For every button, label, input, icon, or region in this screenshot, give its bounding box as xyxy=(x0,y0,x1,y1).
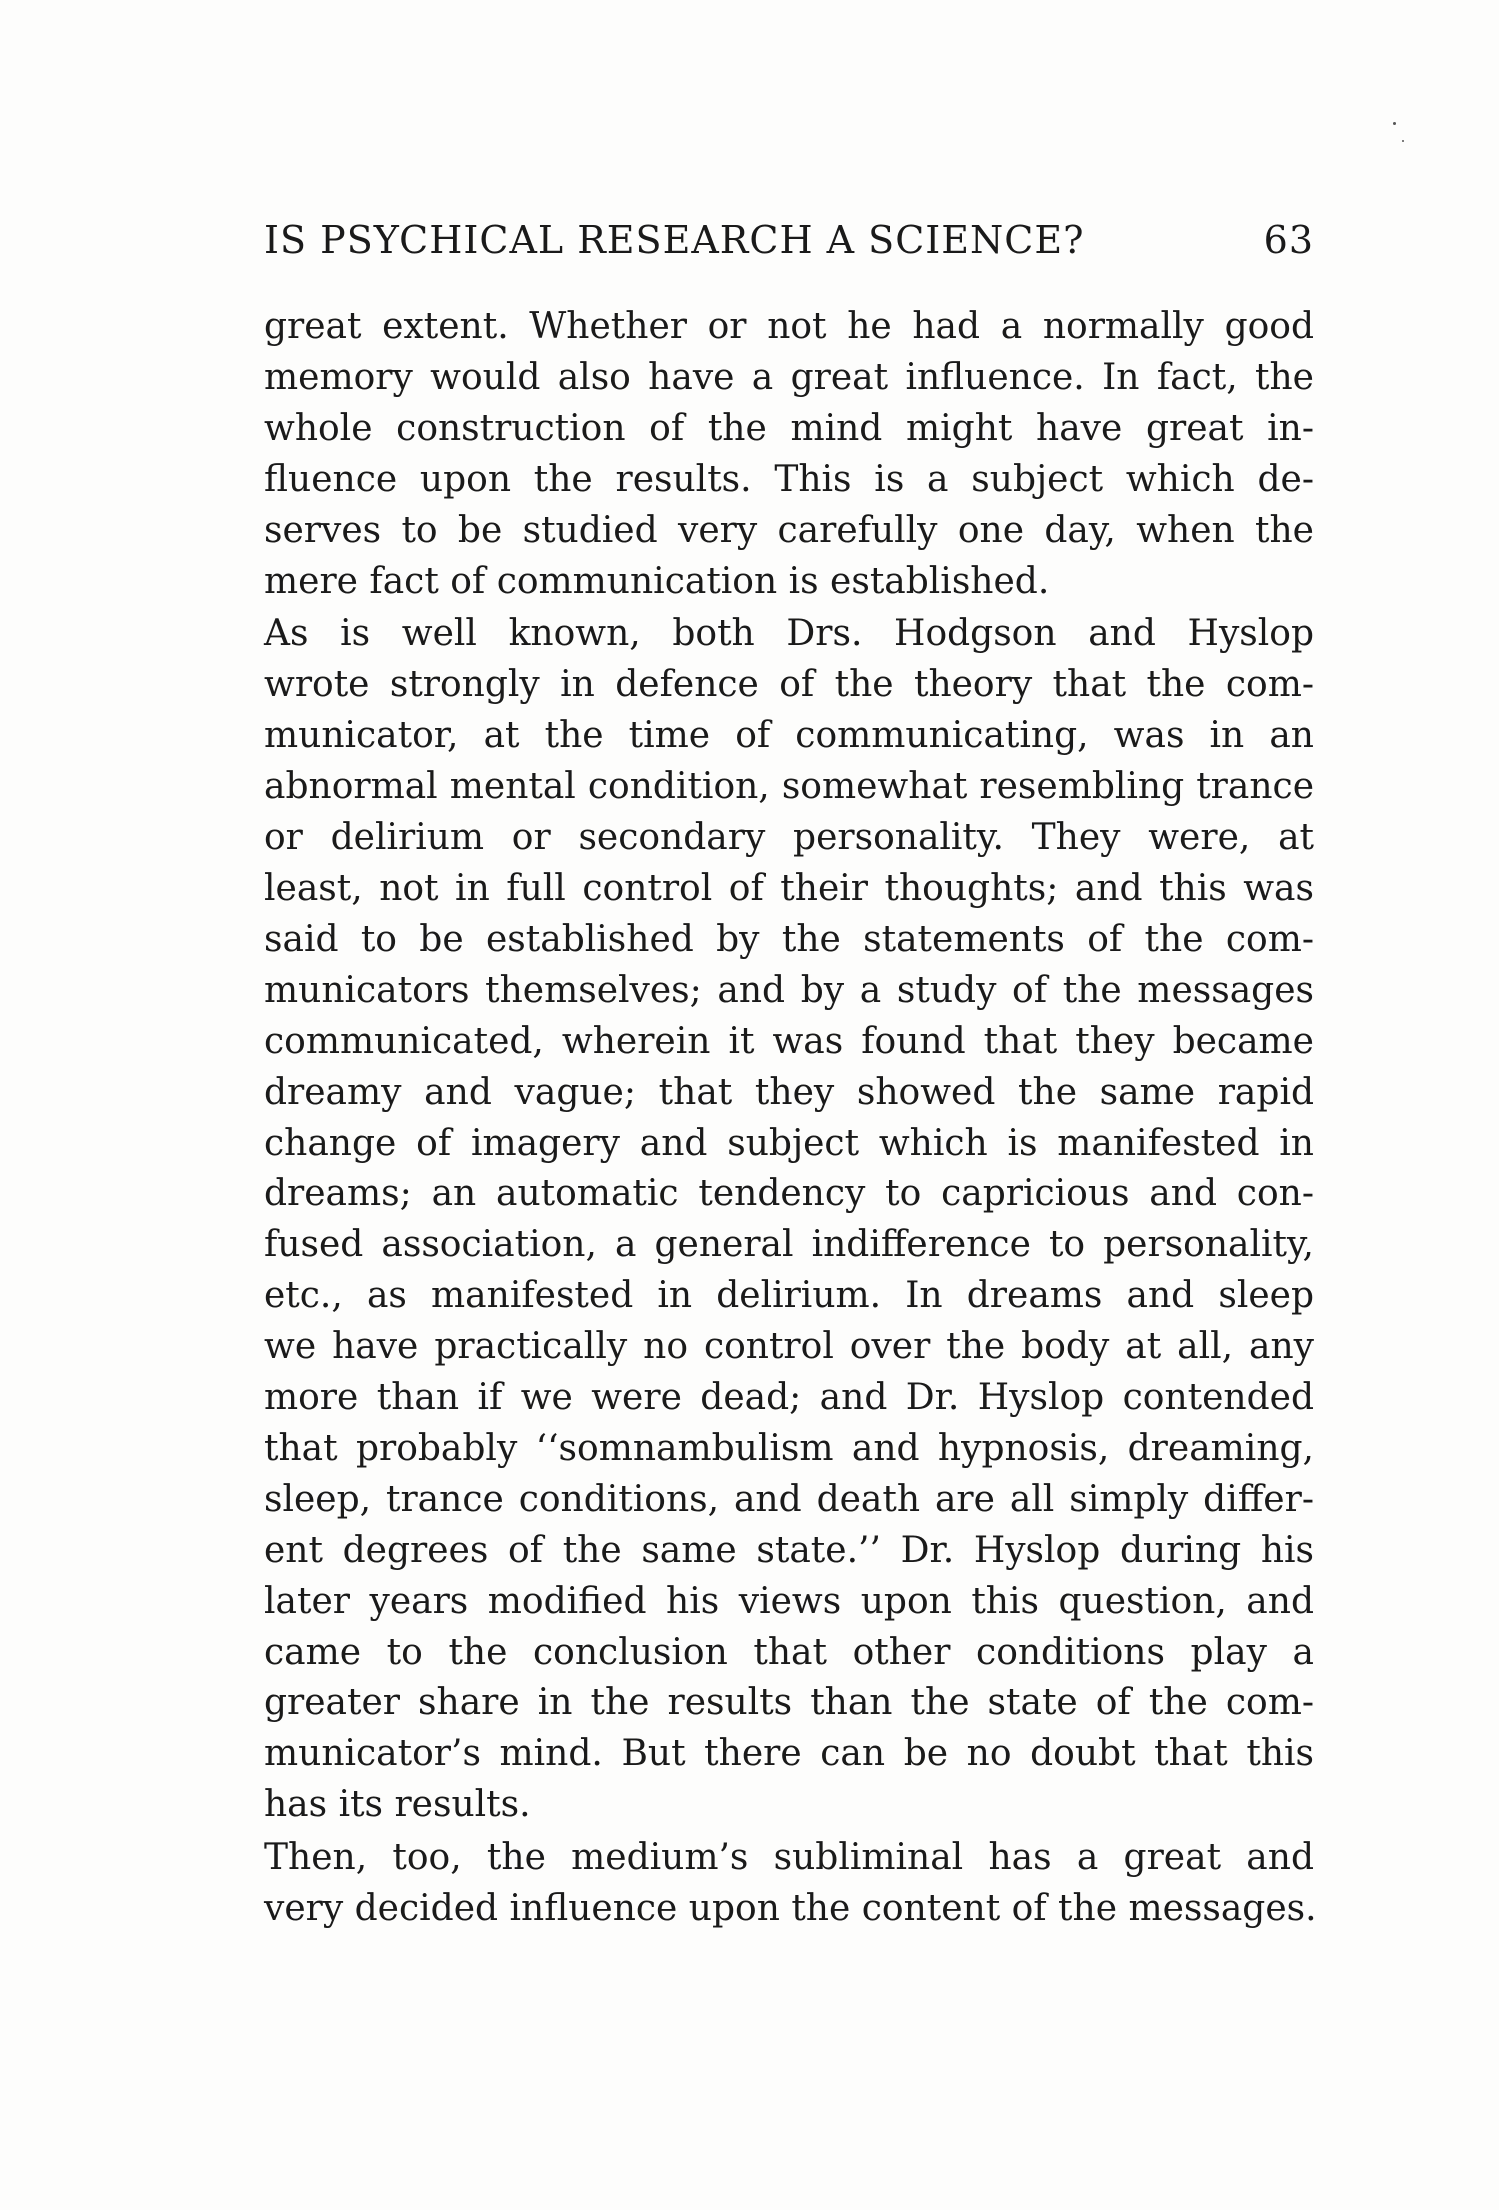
text-line: least, not in full control of their thoughts; and this was xyxy=(264,867,1314,909)
print-speck xyxy=(1402,140,1404,142)
text-line: or delirium or secondary personality. They were, at xyxy=(264,817,1314,859)
text-line: change of imagery and subject which is manifested in xyxy=(264,1122,1314,1164)
print-speck xyxy=(1393,122,1396,125)
text-line: fluence upon the results. This is a subject which de- xyxy=(264,458,1314,500)
paragraph-2 xyxy=(264,609,1314,1831)
text-line: ent degrees of the same state.’’ Dr. Hyslop during his xyxy=(264,1529,1314,1571)
text-line: sleep, trance conditions, and death are all simply differ- xyxy=(264,1478,1314,1520)
text-line: dreams; an automatic tendency to capricious and con- xyxy=(264,1173,1314,1215)
text-line: fused association, a general indifference to personality, xyxy=(264,1224,1314,1266)
text-line: municator, at the time of communicating, was in an xyxy=(264,715,1314,757)
text-line: municator’s mind. But there can be no doubt that this xyxy=(264,1733,1314,1775)
text-line: more than if we were dead; and Dr. Hyslop contended xyxy=(264,1377,1314,1419)
text-line: great extent. Whether or not he had a normally good xyxy=(264,306,1314,347)
text-line: As is well known, both Drs. Hodgson and Hyslop xyxy=(264,613,1314,655)
text-line: greater share in the results than the state of the com- xyxy=(264,1682,1314,1724)
text-line: that probably ‘‘somnambulism and hypnosis, dreaming, xyxy=(264,1427,1314,1469)
paragraph-3 xyxy=(264,1833,1317,1935)
text-line: later years modified his views upon this question, and xyxy=(264,1580,1314,1622)
body-text xyxy=(264,302,1317,1935)
text-line: communicated, wherein it was found that they became xyxy=(264,1020,1314,1062)
text-line: has its results. xyxy=(264,1784,531,1826)
text-line: said to be established by the statements of the com- xyxy=(264,918,1314,960)
text-line: wrote strongly in defence of the theory that the com- xyxy=(264,664,1314,706)
text-line: abnormal mental condition, somewhat resembling trance xyxy=(264,766,1314,808)
text-line: Then, too, the medium’s subliminal has a great and xyxy=(264,1837,1314,1879)
text-line: mere fact of communication is established. xyxy=(264,560,1050,602)
paragraph-1 xyxy=(264,302,1314,607)
text-line: serves to be studied very carefully one day, when the xyxy=(264,509,1314,551)
text-line: whole construction of the mind might have great in- xyxy=(264,407,1314,449)
running-head-title: IS PSYCHICAL RESEARCH A SCIENCE? xyxy=(264,218,1085,262)
text-line: municators themselves; and by a study of the messages xyxy=(264,969,1314,1011)
running-head xyxy=(264,218,1314,278)
text-line: etc., as manifested in delirium. In dreams and sleep xyxy=(264,1275,1314,1317)
text-line: very decided influence upon the content of the messages. xyxy=(264,1888,1317,1930)
page-number: 63 xyxy=(1263,218,1314,262)
text-line: dreamy and vague; that they showed the same rapid xyxy=(264,1071,1314,1113)
text-line: came to the conclusion that other conditions play a xyxy=(264,1631,1314,1673)
text-line: memory would also have a great influence. In fact, the xyxy=(264,356,1314,398)
text-line: we have practically no control over the body at all, any xyxy=(264,1326,1314,1368)
